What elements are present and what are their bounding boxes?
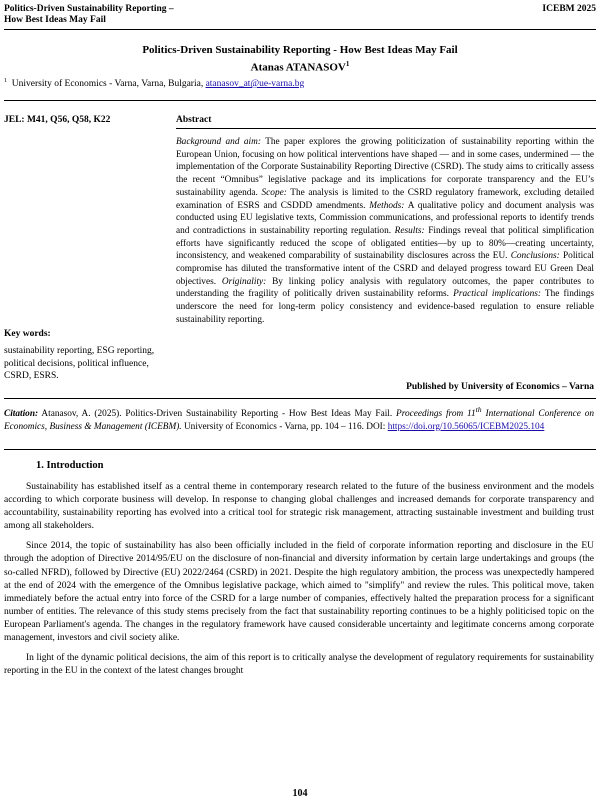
citation [4,404,594,433]
citation-text2: University of Economics - Varna, pp. 104 – 116. DOI: [181,421,388,432]
abstract-methods-label: Methods: [369,200,405,211]
author [0,60,600,74]
author-email-link[interactable]: atanasov_at@ue-varna.bg [205,79,305,90]
affiliation-text: University of Economics - Varna, Varna, Bulgaria, [11,79,206,90]
abstract-conclusion-label: Conclusions: [510,251,560,262]
paragraph: Since 2014, the topic of sustainability has also been officially included in the field of corporate information reporting and disclosure in the EU through the adoption of Directive 2014/95/EU on the disclosure of non-financial and diversity information by certain large undertakings and groups (the so-called NFRD), followed by Directive (EU) 2022/2464 (CSRD) in 2021. Despite the high regulatory ambition, the process was unexpectedly hampered at the end of 2024 with the emergence of the Omnibus legislative package, which aimed to "simplify" and review the rules. This political move, taken immediately before the actual entry into force of the CSRD for a large number of companies, effectively halted the preparation process for a significant number of entities. The relevance of this study stems precisely from the fact that sustainability reporting continues to be a highly politicised topic on the European Parliament's agenda. The changes in the regulatory framework have caused considerable uncertainty and legitimate concerns among corporate management, investors and civil society alike. [4,541,594,644]
published-by: Published by University of Economics – Varna [406,382,594,392]
citation-text1: Atanasov, A. (2025). Politics-Driven Sustainability Reporting - How Best Ideas May Fail. [38,409,397,420]
affiliation-divider [4,100,596,101]
abstract-text [176,136,594,327]
affiliation [4,78,596,89]
affiliation-sup: 1 [4,78,7,84]
abstract-originality-label: Originality: [221,276,267,287]
author-sup: 1 [345,60,350,68]
jel-codes: JEL: M41, Q56, Q58, K22 [4,115,111,125]
keywords-list: sustainability reporting, ESG reporting, political decisions, political influence, CSRD, ESRS. [4,346,155,381]
abstract-heading: Abstract [176,115,212,125]
published-divider [4,398,596,399]
section-heading-introduction: 1. Introduction [36,460,104,471]
paragraph: Sustainability has established itself as a central theme in contemporary research related to the future of the business environment and the models according to which corporate business will develop. In response to changing global challenges and increased demands for corporate transparency and accountability, sustainability reporting has evolved into a critical tool for strategic risk management, attracting sustainable investment and building trust among all stakeholders. [4,482,594,532]
paragraph: In light of the dynamic political decisions, the aim of this report is to critically analyse the development of regulatory requirements for sustainability reporting in the EU in the context of the latest changes brought [4,653,594,677]
doi-link[interactable]: https://doi.org/10.56065/ICEBM2025.104 [387,421,545,432]
abstract-results-text: Findings reveal that political simplification efforts have significantly reduced the scope of obligated entities—by up to 80%—creating uncertainty, inconsistency, and weakened comparability of sustainability disclosures across the EU. [176,225,594,262]
abstract-results-label: Results: [394,225,425,236]
abstract-bg-label: Background and aim: [176,137,261,147]
running-header-left [4,4,324,26]
body-text [4,481,594,685]
running-header-right: ICEBM 2025 [542,4,596,14]
page-number: 104 [292,788,308,799]
citation-divider [4,449,596,450]
abstract-scope-text: The analysis is limited to the CSRD regulatory framework, excluding detailed examination of ESRS and CSDDD amendments. [176,187,594,211]
running-header-left-line2: How Best Ideas May Fail [4,15,106,25]
abstract-scope-label: Scope: [261,187,287,198]
keywords-heading: Key words: [4,329,51,339]
citation-proceedings-post: International Conference on Economics, Business & Management (ICEBM). [4,409,595,432]
running-header-left-line1: Politics-Driven Sustainability Reporting – [4,4,174,14]
header-divider [4,29,596,30]
author-name: Atanas ATANASOV [250,61,346,74]
paper-title: Politics-Driven Sustainability Reporting - How Best Ideas May Fail [142,44,458,56]
abstract-bg-text: The paper explores the growing politicization of sustainability reporting within the European Union, focusing on how political interventions have shaped — and in some cases, undermined — the implementation of the Corporate Sustainability Reporting Directive (CSRD). The study aims to critically assess the recent “Omnibus” legislative package and its implications for corporate transparency and the EU’s sustainability agenda. [176,137,594,198]
abstract-implications-text: The findings underscore the need for long-term policy consistency and evidence-based regulation to ensure reliable sustainability reporting. [176,289,595,325]
abstract-implications-label: Practical implications: [453,289,541,300]
abstract-divider [176,128,596,129]
abstract-methods-text: A qualitative policy and document analysis was conducted using EU legislative texts, Commission communications, and professional reports to identify trends and contradictions in sustainability reporting regulation. [176,200,594,236]
citation-label: Citation: [4,409,39,420]
abstract-conclusion-text: Political compromise has diluted the transformative intent of the CSRD and delayed progress toward EU Green Deal objectives. [176,251,594,287]
citation-proceedings-pre: Proceedings from 11 [396,409,476,420]
abstract-originality-text: By linking policy analysis with regulatory outcomes, the paper contributes to understanding the fragility of politically driven sustainability reforms. [176,276,595,300]
citation-proceedings-sup: th [475,405,482,414]
running-header [4,4,596,28]
